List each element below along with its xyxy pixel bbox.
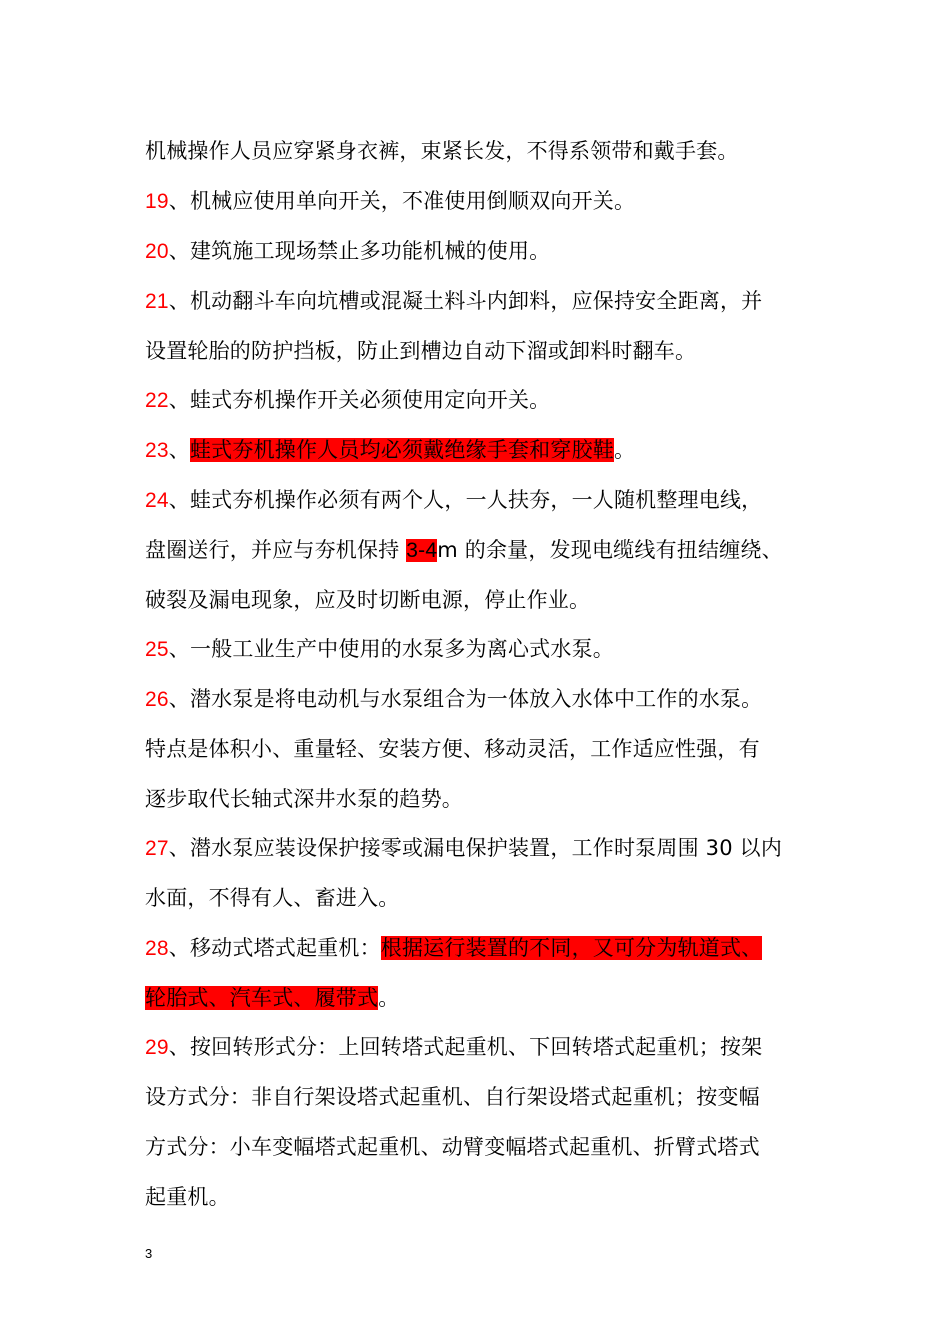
list-item-24 (145, 475, 825, 525)
line-text: 起重机。 (145, 1185, 230, 1209)
line-text: 水面，不得有人、畜进入。 (145, 886, 400, 910)
page-number: 3 (145, 1246, 153, 1261)
item-number: 20 (145, 240, 169, 263)
text-line (145, 973, 825, 1023)
line-text: 逐步取代长轴式深井水泵的趋势。 (145, 787, 463, 811)
item-text: 、移动式塔式起重机： (168, 936, 381, 960)
item-number: 22 (145, 389, 169, 412)
item-text: 、机械应使用单向开关，不准使用倒顺双向开关。 (168, 189, 636, 213)
text-line (145, 1172, 825, 1222)
text-line (145, 575, 825, 625)
text-line (145, 525, 825, 575)
item-text-end: 。 (613, 438, 636, 462)
item-number: 23 (145, 439, 169, 462)
item-number: 19 (145, 190, 169, 213)
highlighted-text: 根据运行装置的不同，又可分为轨道式、 (380, 936, 763, 960)
item-text: 、潜水泵是将电动机与水泵组合为一体放入水体中工作的水泵。 (168, 687, 763, 711)
list-item-22 (145, 375, 825, 425)
item-text: 、蛙式夯机操作开关必须使用定向开关。 (168, 388, 551, 412)
item-text: 、潜水泵应装设保护接零或漏电保护装置，工作时泵周围 30 以内 (168, 836, 783, 860)
list-item-25 (145, 624, 825, 674)
item-text: 、机动翻斗车向坑槽或混凝土料斗内卸料，应保持安全距离，并 (168, 289, 763, 313)
text-line (145, 774, 825, 824)
highlighted-text: 3-4 (406, 539, 438, 562)
text-line (145, 326, 825, 376)
line-text: 盘圈送行，并应与夯机保持 (145, 538, 407, 562)
line-text-end: 。 (378, 986, 400, 1010)
text-line (145, 1072, 825, 1122)
text-line (145, 724, 825, 774)
list-item-21 (145, 276, 825, 326)
line-text-end: m 的余量，发现电缆线有扭结缠绕、 (437, 538, 783, 562)
line-text: 设置轮胎的防护挡板，防止到槽边自动下溜或卸料时翻车。 (145, 339, 697, 363)
list-item-27 (145, 823, 825, 873)
item-number: 27 (145, 837, 169, 860)
line-text: 设方式分：非自行架设塔式起重机、自行架设塔式起重机；按变幅 (145, 1085, 760, 1109)
item-number: 21 (145, 290, 169, 313)
item-number: 28 (145, 937, 169, 960)
highlighted-text: 轮胎式、汽车式、履带式 (145, 986, 379, 1010)
list-item-20 (145, 226, 825, 276)
line-text: 破裂及漏电现象，应及时切断电源，停止作业。 (145, 588, 591, 612)
item-text: 、按回转形式分：上回转塔式起重机、下回转塔式起重机；按架 (168, 1035, 763, 1059)
line-text: 特点是体积小、重量轻、安装方便、移动灵活，工作适应性强，有 (145, 737, 760, 761)
item-text: 、蛙式夯机操作必须有两个人，一人扶夯，一人随机整理电线， (168, 488, 763, 512)
list-item-19 (145, 176, 825, 226)
text-line (145, 873, 825, 923)
highlighted-text: 蛙式夯机操作人员均必须戴绝缘手套和穿胶鞋 (189, 438, 614, 462)
line-text: 方式分：小车变幅塔式起重机、动臂变幅塔式起重机、折臂式塔式 (145, 1135, 760, 1159)
text-line (145, 1122, 825, 1172)
text-line (145, 126, 825, 176)
item-number: 26 (145, 688, 169, 711)
item-text: 、建筑施工现场禁止多功能机械的使用。 (168, 239, 551, 263)
item-text: 、 (168, 438, 190, 462)
list-item-29 (145, 1022, 825, 1072)
list-item-28 (145, 923, 825, 973)
item-text: 、一般工业生产中使用的水泵多为离心式水泵。 (168, 637, 614, 661)
item-number: 29 (145, 1036, 169, 1059)
list-item-23 (145, 425, 825, 475)
item-number: 25 (145, 638, 169, 661)
list-item-26 (145, 674, 825, 724)
item-number: 24 (145, 489, 169, 512)
line-text: 机械操作人员应穿紧身衣裤，束紧长发，不得系领带和戴手套。 (145, 139, 739, 163)
